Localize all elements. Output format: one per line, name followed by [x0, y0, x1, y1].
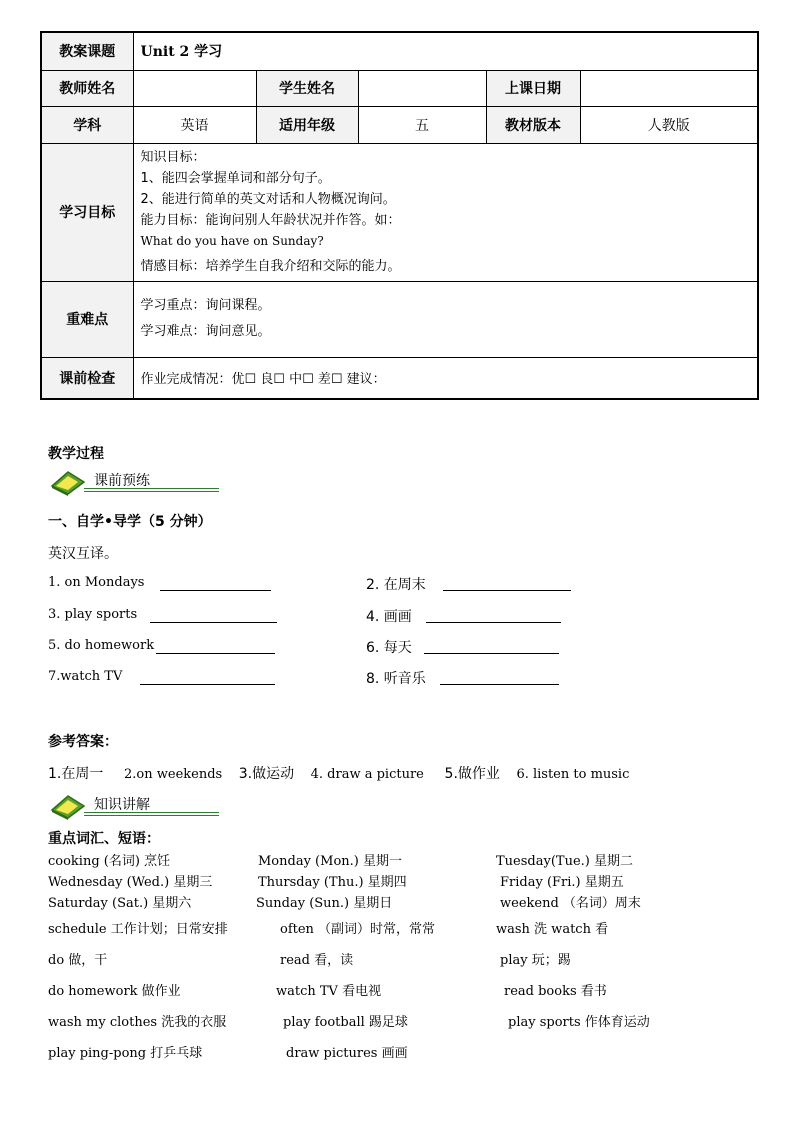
answer-blank[interactable]	[150, 622, 277, 623]
subject-value: 英语	[133, 106, 256, 143]
vocab-item: wash 洗 watch 看	[496, 922, 609, 937]
goals-line: 能力目标：能询问别人年龄状况并作答。如：	[140, 213, 401, 228]
goals-line: What do you have on Sunday?	[140, 234, 324, 248]
banner-label: 知识讲解	[94, 797, 150, 813]
vocab-item: schedule 工作计划；日常安排	[48, 922, 228, 937]
key-point-line: 学习难点：询问意见。	[140, 324, 271, 339]
student-value	[358, 70, 486, 106]
precheck-value: 作业完成情况：优☐ 良☐ 中☐ 差☐ 建议：	[133, 357, 758, 399]
vocab-title: 重点词汇、短语：	[48, 831, 160, 847]
answer-item: 6. listen to music	[516, 767, 630, 782]
section-banner-preview	[50, 468, 180, 496]
exercise-item: 4. 画画	[366, 609, 412, 625]
answers-line	[48, 763, 629, 783]
goals-line: 情感目标：培养学生自我介绍和交际的能力。	[140, 259, 401, 274]
instruction: 英汉互译。	[48, 546, 118, 562]
vocab-item: cooking (名词) 烹饪	[48, 854, 171, 869]
goals-content	[133, 143, 758, 281]
teacher-value	[133, 70, 256, 106]
topic-value: Unit 2 学习	[133, 32, 758, 70]
answer-blank[interactable]	[440, 684, 559, 685]
answer-item: 1.在周一	[48, 766, 104, 782]
exercise-item: 3. play sports	[48, 607, 138, 622]
teacher-label: 教师姓名	[41, 70, 133, 106]
answer-item: 5.做作业	[444, 766, 500, 782]
vocab-item: Monday (Mon.) 星期一	[258, 854, 402, 869]
answer-blank[interactable]	[156, 653, 275, 654]
vocab-item: watch TV 看电视	[276, 984, 382, 999]
goals-line: 2、能进行简单的英文对话和人物概况询问。	[140, 192, 396, 207]
book-icon	[50, 792, 86, 820]
exercise-item: 6. 每天	[366, 640, 412, 656]
vocab-item: read 看，读	[280, 953, 354, 968]
section1-title: 一、自学•导学（5 分钟）	[48, 514, 212, 530]
vocab-item: Thursday (Thu.) 星期四	[258, 875, 407, 890]
vocab-item: Tuesday(Tue.) 星期二	[496, 854, 633, 869]
date-value	[580, 70, 758, 106]
answer-blank[interactable]	[443, 590, 571, 591]
book-icon	[50, 468, 86, 496]
answer-blank[interactable]	[160, 590, 271, 591]
vocab-item: read books 看书	[504, 984, 607, 999]
key-points-label: 重难点	[41, 281, 133, 357]
key-point-line: 学习重点：询问课程。	[140, 298, 271, 313]
subject-label: 学科	[41, 106, 133, 143]
exercise-item: 8. 听音乐	[366, 671, 426, 687]
vocab-item: play ping-pong 打乒乓球	[48, 1046, 203, 1061]
goals-line: 知识目标：	[140, 150, 206, 165]
answer-item: 3.做运动	[238, 766, 295, 782]
vocab-item: Wednesday (Wed.) 星期三	[48, 875, 213, 890]
vocab-item: often （副词）时常，常常	[280, 922, 436, 937]
goals-line: 1、能四会掌握单词和部分句子。	[140, 171, 331, 186]
vocab-item: Saturday (Sat.) 星期六	[48, 896, 192, 911]
edition-label: 教材版本	[486, 106, 580, 143]
vocab-item: Sunday (Sun.) 星期日	[256, 896, 393, 911]
vocab-item: weekend （名词）周末	[500, 896, 641, 911]
section-banner-knowledge	[50, 792, 180, 820]
lesson-plan-table	[40, 31, 759, 400]
edition-value: 人教版	[580, 106, 758, 143]
key-points-content	[133, 281, 758, 357]
vocab-item: play football 踢足球	[283, 1015, 408, 1030]
vocab-item: do homework 做作业	[48, 984, 181, 999]
grade-value: 五	[358, 106, 486, 143]
date-label: 上课日期	[486, 70, 580, 106]
exercise-item: 5. do homework	[48, 638, 155, 653]
exercise-item: 7.watch TV	[48, 669, 123, 684]
answer-blank[interactable]	[140, 684, 275, 685]
answer-blank[interactable]	[426, 622, 561, 623]
topic-label: 教案课题	[41, 32, 133, 70]
vocab-item: wash my clothes 洗我的衣服	[48, 1015, 227, 1030]
precheck-label: 课前检查	[41, 357, 133, 399]
process-title: 教学过程	[48, 446, 104, 462]
exercise-item: 1. on Mondays	[48, 575, 145, 590]
vocab-item: do 做，干	[48, 953, 108, 968]
vocab-item: play sports 作体育运动	[508, 1015, 650, 1030]
vocab-item: play 玩；踢	[500, 953, 571, 968]
student-label: 学生姓名	[256, 70, 358, 106]
answer-blank[interactable]	[424, 653, 559, 654]
banner-label: 课前预练	[94, 473, 150, 489]
grade-label: 适用年级	[256, 106, 358, 143]
answer-item: 4. draw a picture	[310, 767, 424, 782]
goals-label: 学习目标	[41, 143, 133, 281]
vocab-item: Friday (Fri.) 星期五	[500, 875, 624, 890]
exercise-item: 2. 在周末	[366, 577, 426, 593]
vocab-item: draw pictures 画画	[286, 1046, 408, 1061]
answers-title: 参考答案：	[48, 734, 118, 750]
answer-item: 2.on weekends	[124, 767, 223, 782]
